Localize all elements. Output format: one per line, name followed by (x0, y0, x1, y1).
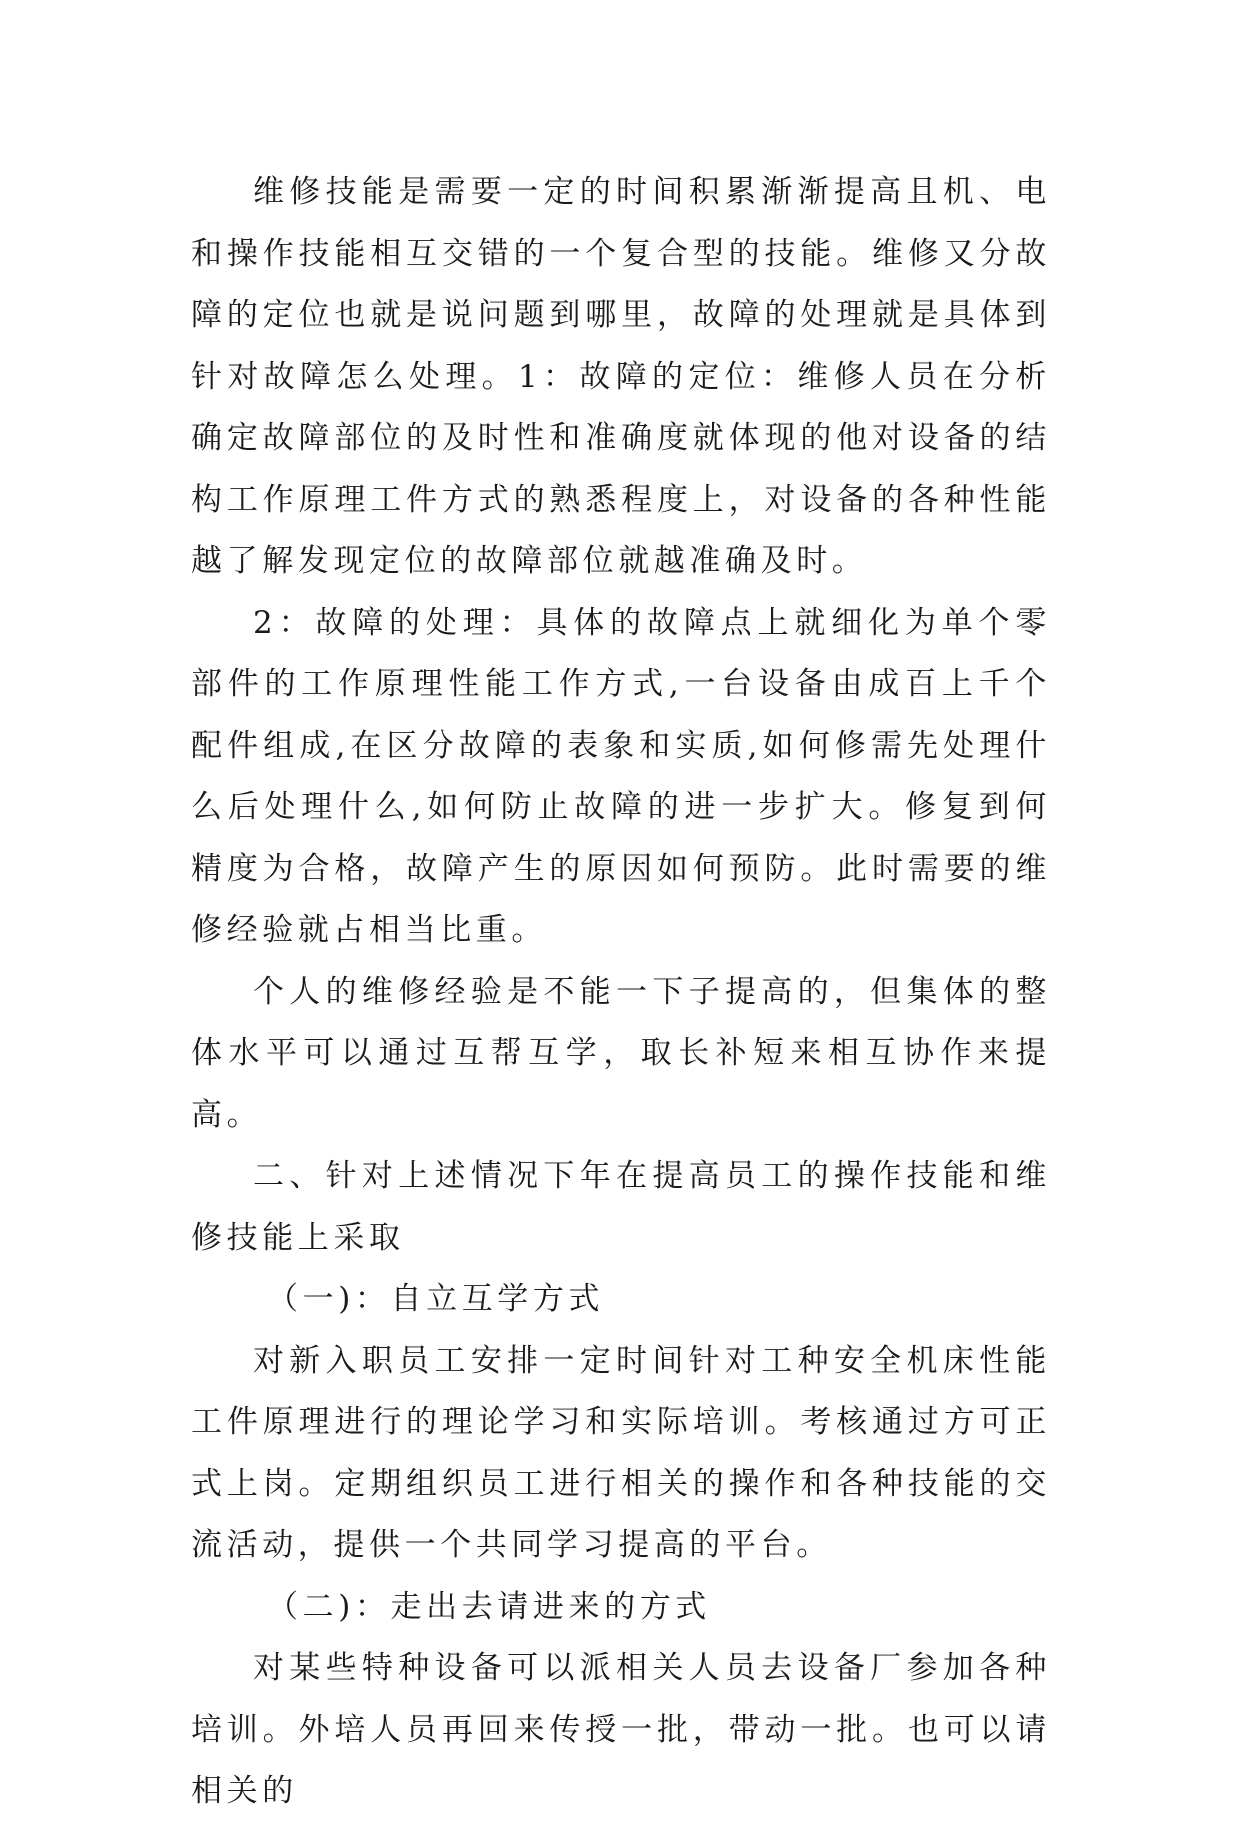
paragraph-personal-experience: 个人的维修经验是不能一下子提高的，但集体的整体水平可以通过互帮互学，取长补短来相互协作来提高。 (191, 973, 1051, 1133)
document-body (191, 162, 1051, 1823)
subheading-go-out-invite-in: （二)：走出去请进来的方式 (267, 1588, 711, 1625)
section-heading-two: 二、针对上述情况下年在提高员工的操作技能和维修技能上采取 (191, 1158, 1051, 1256)
paragraph-fault-handling: 2：故障的处理：具体的故障点上就细化为单个零部件的工作原理性能工作方式,一台设备由成百上千个配件组成,在区分故障的表象和实质,如何修需先处理什么后处理什么,如何防止故障的进一步扩大。修复到何精度为合格，故障产生的原因如何预防。此时需要的维修经验就占相当比重。 (191, 604, 1051, 948)
paragraph-new-staff-training: 对新入职员工安排一定时间针对工种安全机床性能工件原理进行的理论学习和实际培训。考核通过方可正式上岗。定期组织员工进行相关的操作和各种技能的交流活动，提供一个共同学习提高的平台。 (191, 1342, 1051, 1563)
paragraph-maintenance-skills: 维修技能是需要一定的时间积累渐渐提高且机、电和操作技能相互交错的一个复合型的技能。维修又分故障的定位也就是说问题到哪里，故障的处理就是具体到针对故障怎么处理。1：故障的定位：维修人员在分析确定故障部位的及时性和准确度就体现的他对设备的结构工作原理工件方式的熟悉程度上，对设备的各种性能越了解发现定位的故障部位就越准确及时。 (191, 174, 1051, 579)
subheading-self-study: （一)：自立互学方式 (267, 1281, 605, 1317)
paragraph-special-equipment: 对某些特种设备可以派相关人员去设备厂参加各种培训。外培人员再回来传授一批，带动一批。也可以请相关的 (191, 1650, 1051, 1809)
